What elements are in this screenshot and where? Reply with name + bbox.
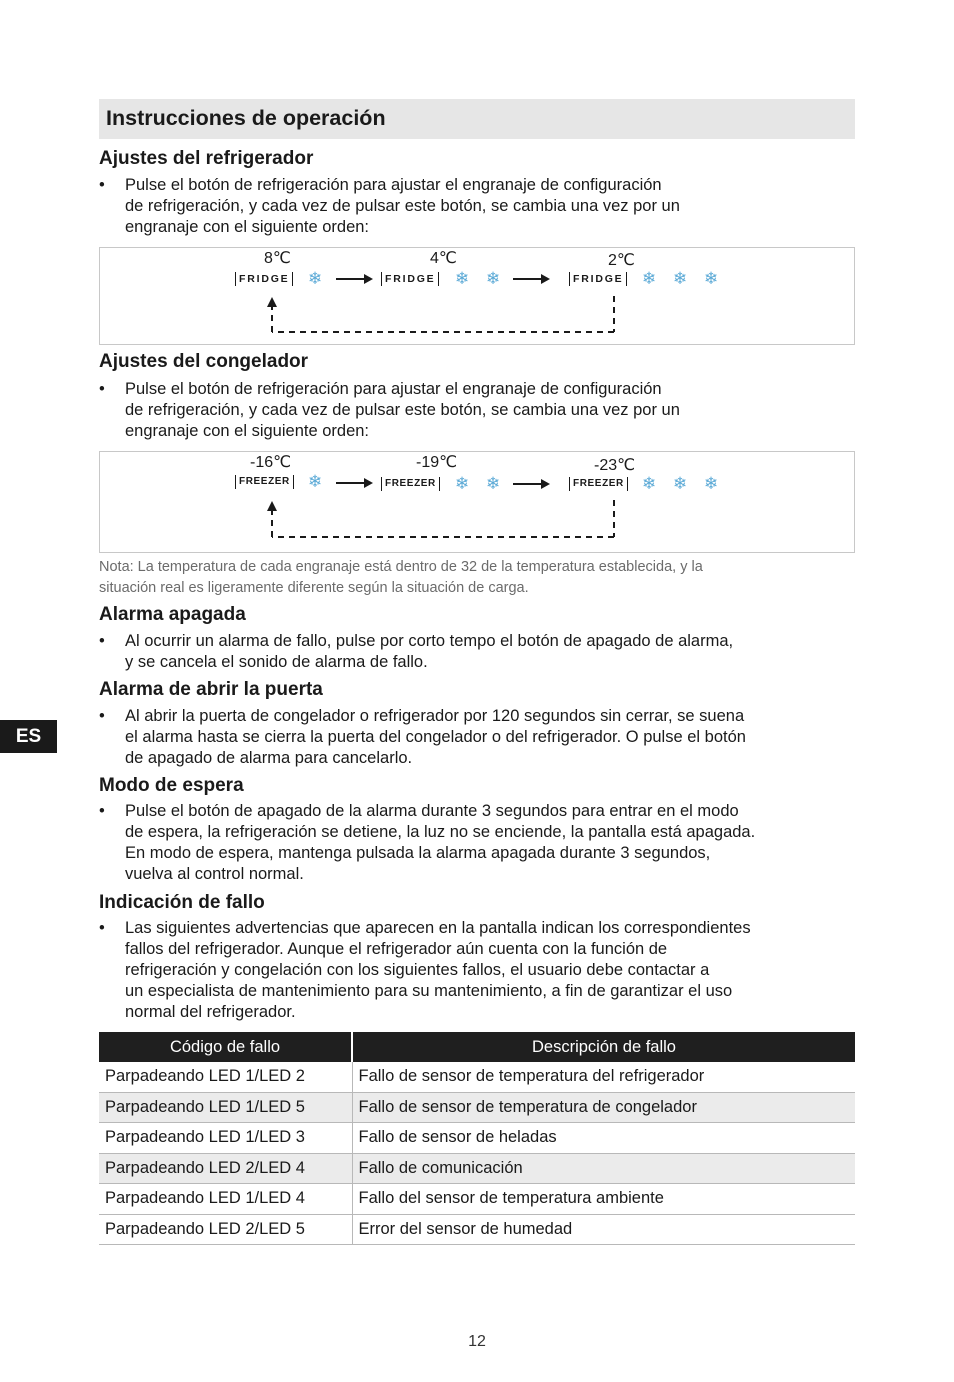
bullet-marker: • bbox=[99, 707, 105, 725]
snowflake-icon: ❄ bbox=[455, 474, 470, 493]
fridge-temp-4: 4℃ bbox=[430, 250, 457, 267]
table-row bbox=[99, 1062, 855, 1092]
snowflake-icon: ❄ bbox=[486, 269, 501, 288]
freezer-temp-19: -19℃ bbox=[416, 454, 458, 471]
loop-back-arrow bbox=[260, 292, 620, 338]
fridge-label: FRIDGE bbox=[381, 272, 439, 286]
freezer-settings-heading: Ajustes del congelador bbox=[99, 351, 309, 372]
freezer-temp-23: -23℃ bbox=[594, 457, 636, 474]
loop-back-arrow bbox=[260, 496, 620, 544]
fault-code-cell: Parpadeando LED 2/LED 5 bbox=[99, 1214, 352, 1245]
snowflake-icon: ❄ bbox=[486, 474, 501, 493]
freezer-label: FREEZER bbox=[235, 475, 294, 489]
arrow-right-icon bbox=[336, 272, 374, 286]
snowflake-icon: ❄ bbox=[642, 269, 657, 288]
bullet-marker: • bbox=[99, 380, 105, 398]
snowflake-icon: ❄ bbox=[673, 474, 688, 493]
table-row bbox=[99, 1092, 855, 1123]
column-header-code: Código de fallo bbox=[99, 1032, 352, 1062]
arrow-right-icon bbox=[513, 272, 551, 286]
table-row bbox=[99, 1123, 855, 1154]
freezer-settings-text: Pulse el botón de refrigeración para ajustar el engranaje de configuración de refrigeración, y cada vez de pulsar este botón, se cambia una vez por un engranaje con el siguiente orden: bbox=[125, 380, 680, 440]
fridge-sequence-diagram bbox=[99, 247, 855, 345]
fridge-settings-heading: Ajustes del refrigerador bbox=[99, 148, 314, 169]
fault-code-cell: Parpadeando LED 2/LED 4 bbox=[99, 1153, 352, 1184]
snowflake-icon: ❄ bbox=[704, 474, 719, 493]
fault-description-cell: Error del sensor de humedad bbox=[352, 1214, 855, 1245]
fault-description-cell: Fallo de sensor de temperatura del refrigerador bbox=[352, 1062, 855, 1092]
freezer-sequence-diagram bbox=[99, 451, 855, 553]
bullet-marker: • bbox=[99, 802, 105, 820]
arrow-right-icon bbox=[513, 477, 551, 491]
fridge-settings-text: Pulse el botón de refrigeración para ajustar el engranaje de configuración de refrigeración, y cada vez de pulsar este botón, se cambia una vez por un engranaje con el siguiente orden: bbox=[125, 176, 680, 236]
table-row bbox=[99, 1153, 855, 1184]
fridge-temp-8: 8℃ bbox=[264, 250, 291, 267]
table-row bbox=[99, 1184, 855, 1215]
freezer-label: FREEZER bbox=[569, 477, 628, 491]
fridge-temp-2: 2℃ bbox=[608, 252, 635, 269]
arrow-right-icon bbox=[336, 476, 374, 490]
fault-description-cell: Fallo del sensor de temperatura ambiente bbox=[352, 1184, 855, 1215]
fault-description-cell: Fallo de sensor de heladas bbox=[352, 1123, 855, 1154]
temperature-note: Nota: La temperatura de cada engranaje está dentro de 32 de la temperatura establecida, y la situación real es ligeramente diferente según la situación de carga. bbox=[99, 559, 703, 596]
bullet-marker: • bbox=[99, 176, 105, 194]
alarm-off-heading: Alarma apagada bbox=[99, 604, 246, 625]
section-title: Instrucciones de operación bbox=[106, 106, 386, 130]
snowflake-icon: ❄ bbox=[455, 269, 470, 288]
fault-code-cell: Parpadeando LED 1/LED 5 bbox=[99, 1092, 352, 1123]
table-row bbox=[99, 1214, 855, 1245]
fridge-label: FRIDGE bbox=[569, 272, 627, 286]
standby-text: Pulse el botón de apagado de la alarma durante 3 segundos para entrar en el modo de espera, la refrigeración se detiene, la luz no se enciende, la pantalla está apagada. En modo de espera, mantenga pulsada la alarma apagada durante 3 segundos, vuelva al control normal. bbox=[125, 802, 756, 883]
table-header-row bbox=[99, 1032, 855, 1062]
snowflake-icon: ❄ bbox=[673, 269, 688, 288]
snowflake-icon: ❄ bbox=[704, 269, 719, 288]
snowflake-icon: ❄ bbox=[308, 269, 323, 288]
column-header-description: Descripción de fallo bbox=[352, 1032, 855, 1062]
fault-description-cell: Fallo de comunicación bbox=[352, 1153, 855, 1184]
bullet-marker: • bbox=[99, 632, 105, 650]
fault-code-cell: Parpadeando LED 1/LED 3 bbox=[99, 1123, 352, 1154]
bullet-marker: • bbox=[99, 919, 105, 937]
freezer-label: FREEZER bbox=[381, 477, 440, 491]
fault-description-cell: Fallo de sensor de temperatura de congelador bbox=[352, 1092, 855, 1123]
fridge-label: FRIDGE bbox=[235, 272, 293, 286]
fault-indication-heading: Indicación de fallo bbox=[99, 892, 265, 913]
door-alarm-heading: Alarma de abrir la puerta bbox=[99, 679, 323, 700]
door-alarm-text: Al abrir la puerta de congelador o refrigerador por 120 segundos sin cerrar, se suena el alarma hasta se cierra la puerta del congelador o del refrigerador. O pulse el botón de apagado de alarma para cancelarlo. bbox=[125, 707, 746, 767]
standby-heading: Modo de espera bbox=[99, 775, 244, 796]
alarm-off-text: Al ocurrir un alarma de fallo, pulse por corto tempo el botón de apagado de alarma, y se cancela el sonido de alarma de fallo. bbox=[125, 632, 734, 671]
snowflake-icon: ❄ bbox=[642, 474, 657, 493]
fault-code-cell: Parpadeando LED 1/LED 4 bbox=[99, 1184, 352, 1215]
snowflake-icon: ❄ bbox=[308, 472, 323, 491]
page-number: 12 bbox=[468, 1333, 486, 1350]
fault-code-table bbox=[99, 1032, 855, 1245]
fault-indication-text: Las siguientes advertencias que aparecen en la pantalla indican los correspondientes fallos del refrigerador. Aunque el refrigerador aún cuenta con la función de refrigeración y congelación con los siguientes fallos, el usuario debe contactar a un especialista de mantenimiento para su mantenimiento, a fin de garantizar el uso normal del refrigerador. bbox=[125, 919, 751, 1021]
freezer-temp-16: -16℃ bbox=[250, 454, 292, 471]
language-tab: ES bbox=[0, 720, 57, 753]
fault-code-cell: Parpadeando LED 1/LED 2 bbox=[99, 1062, 352, 1092]
